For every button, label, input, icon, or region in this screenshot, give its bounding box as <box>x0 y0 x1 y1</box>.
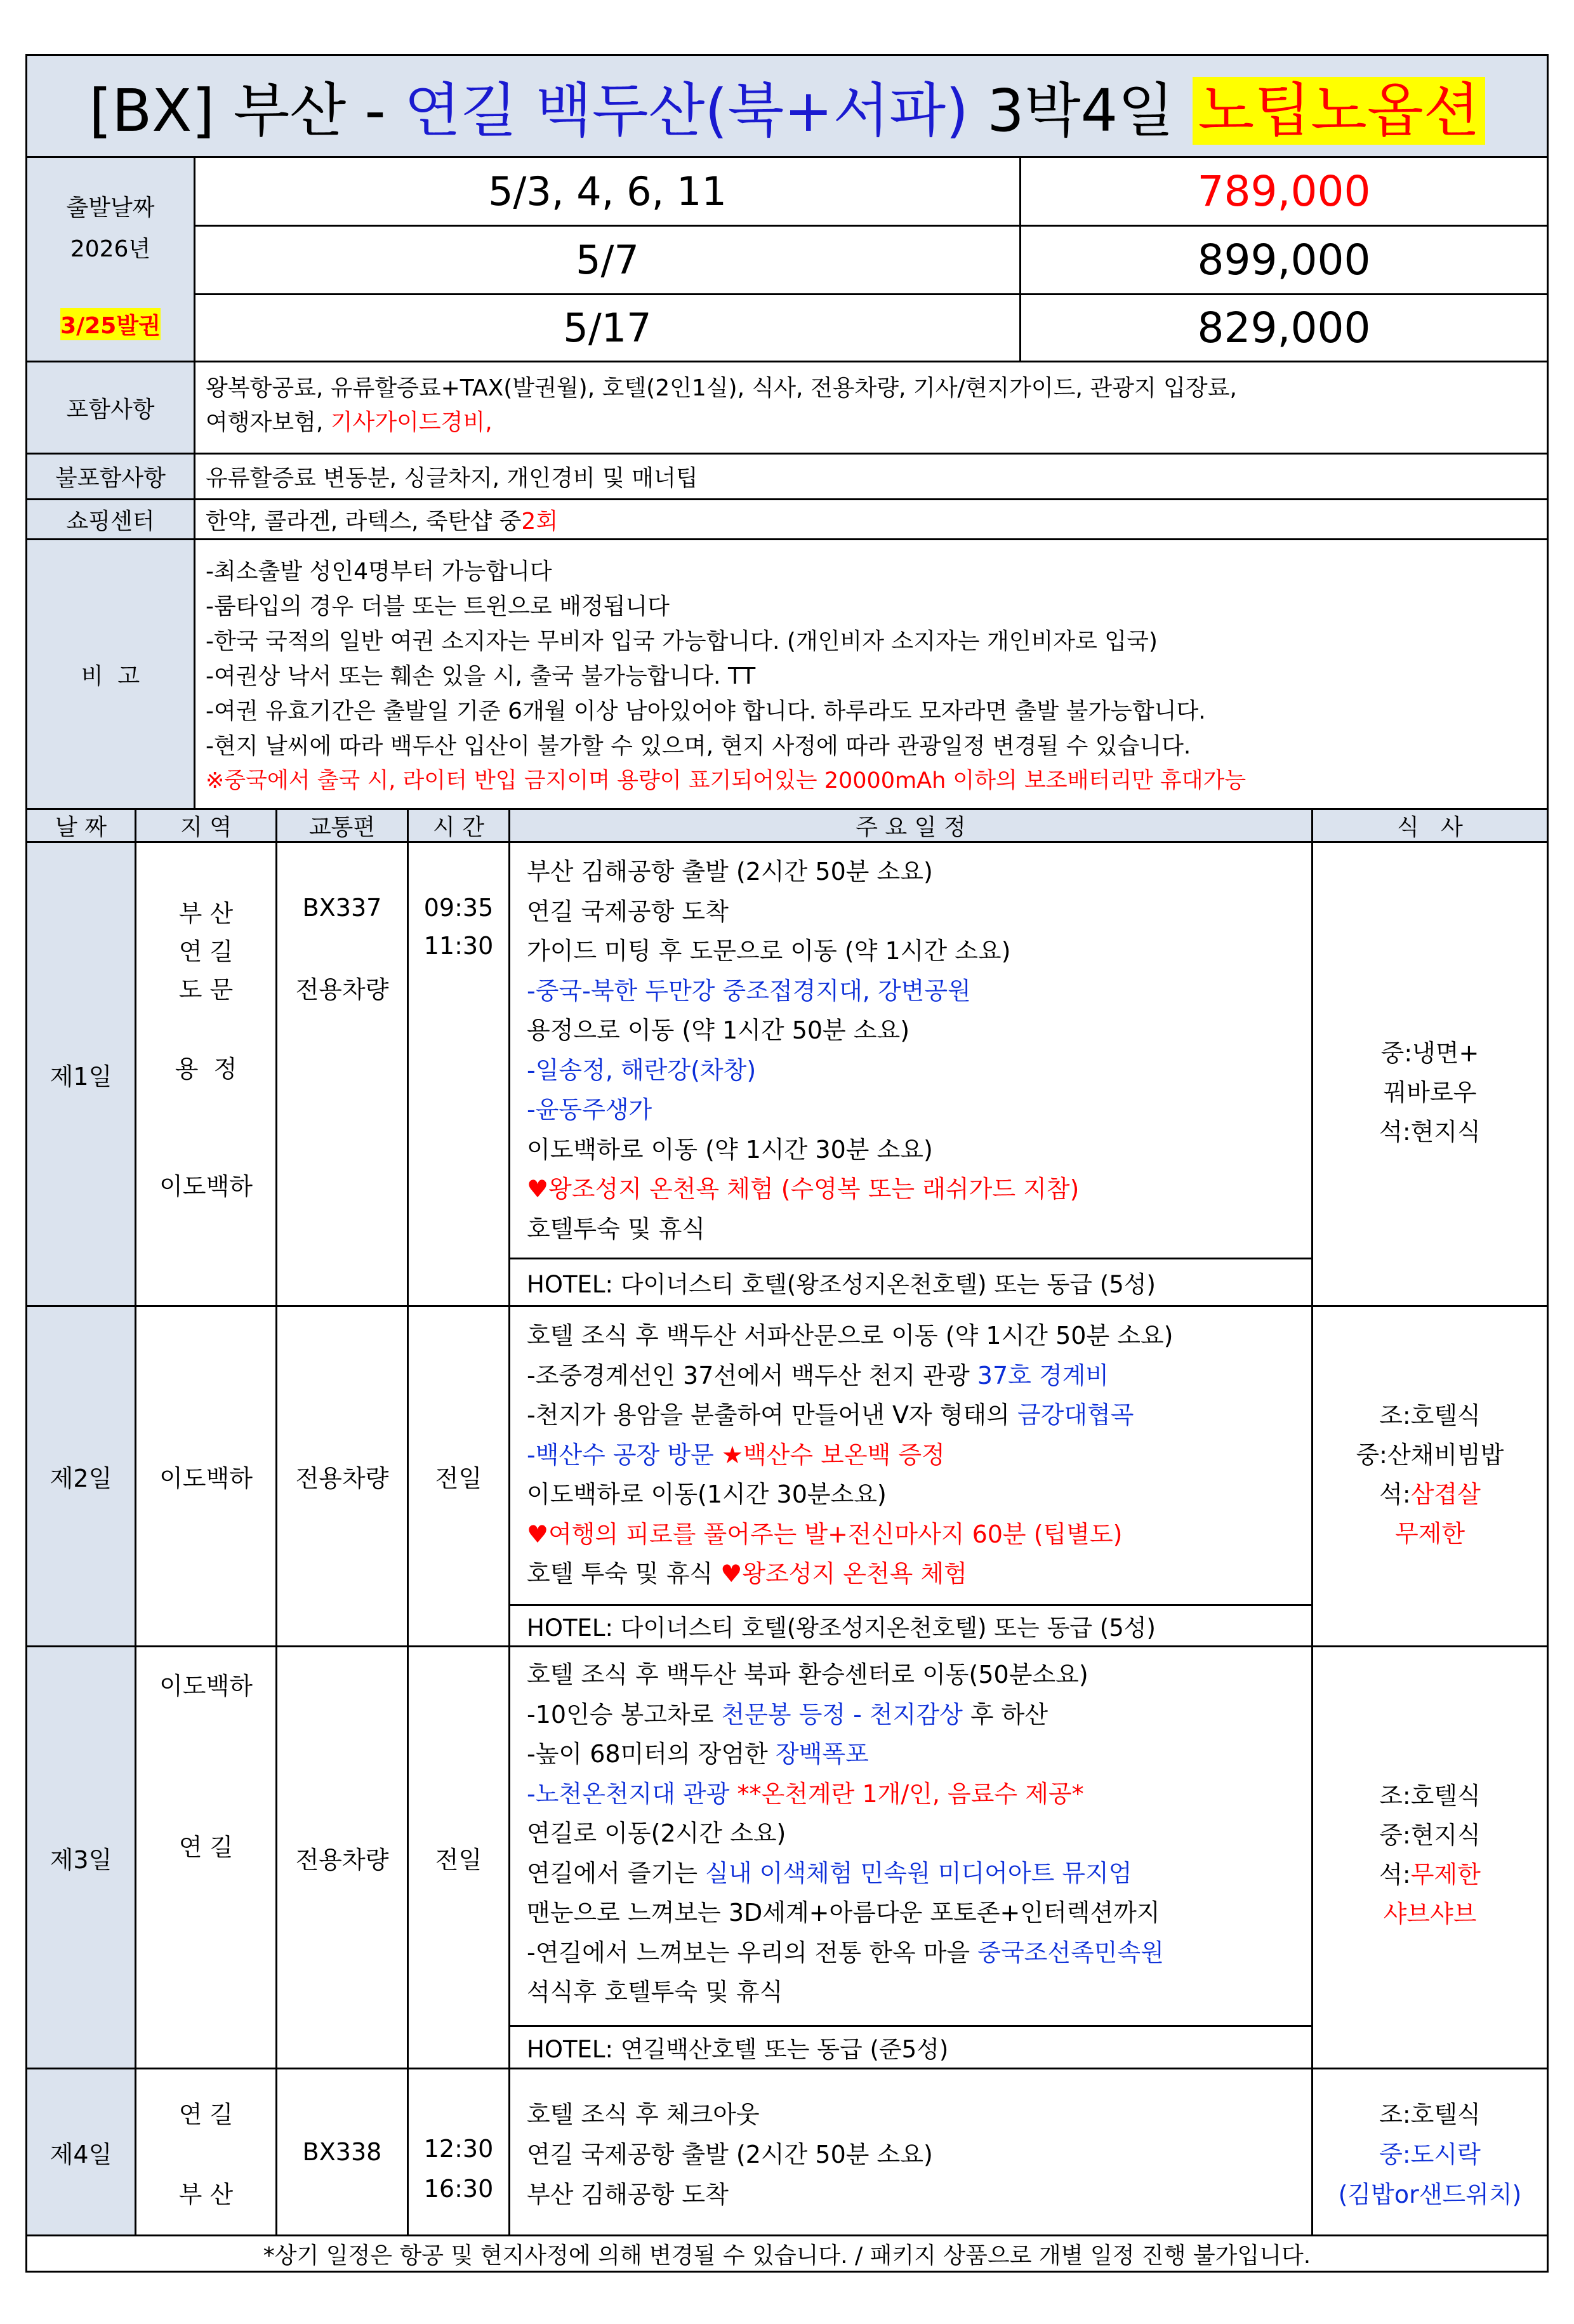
schedule-line: 호텔 투숙 및 휴식 <box>527 1560 721 1588</box>
schedule-line: 후 하산 <box>962 1700 1048 1729</box>
included-label-text: 포함사항 <box>66 396 155 423</box>
col-header-transport: 교통편 <box>275 808 409 843</box>
day1-schedule-cell <box>508 841 1313 1307</box>
time: 전일 <box>435 1845 482 1874</box>
remark-line: -여권 유효기간은 출발일 기준 6개월 이상 남아있어야 합니다. 하루라도 모자라면 출발 불가능합니다. <box>206 698 1206 724</box>
day4-time-cell <box>407 2068 510 2236</box>
schedule-line: 연길 국제공항 도착 <box>527 897 729 926</box>
day3-meal-cell <box>1311 1645 1549 2069</box>
flight-number: BX338 <box>302 2138 382 2166</box>
remark-line: -최소출발 성인4명부터 가능합니다 <box>206 559 552 585</box>
price-row <box>1019 293 1549 362</box>
region: 부 산 <box>178 2181 234 2208</box>
price-row <box>194 156 1021 227</box>
issue-date: 3/25발권 <box>60 308 161 340</box>
day2-schedule-cell <box>508 1305 1313 1647</box>
included-line: 왕복항공료, 유류할증료+TAX(발권월), 호텔(2인1실), 식사, 전용차량, 기사/현지가이드, 관광지 입장료, <box>206 375 1237 401</box>
schedule-line: -일송정, 해란강(차창) <box>527 1056 757 1084</box>
day1-transport-cell <box>275 841 409 1307</box>
schedule-line: 부산 김해공항 도착 <box>527 2181 729 2208</box>
price-row <box>194 225 1021 295</box>
vehicle: 전용차량 <box>295 1464 389 1492</box>
schedule-line: -중국-북한 두만강 중조접경지대, 강변공원 <box>527 976 971 1005</box>
day1-meal-cell <box>1311 841 1549 1307</box>
col-header-meal: 식 사 <box>1311 808 1549 843</box>
day2-transport-cell <box>275 1305 409 1647</box>
hotel-info: HOTEL: 다이너스티 호텔(왕조성지온천호텔) 또는 동급 (5성) <box>510 1258 1311 1305</box>
schedule-line: 이도백하로 이동 (약 1시간 30분 소요) <box>527 1135 933 1164</box>
schedule-line: -노천온천지대 관광 <box>527 1779 737 1808</box>
schedule-line: 연길에서 즐기는 <box>527 1859 706 1887</box>
schedule-line: 부산 김해공항 출발 (2시간 50분 소요) <box>527 858 933 886</box>
departure-year: 2026년 <box>70 236 151 262</box>
remark-line: -룸타입의 경우 더블 또는 트윈으로 배정됩니다 <box>206 594 670 620</box>
time: 11:30 <box>423 932 494 960</box>
flight-number: BX337 <box>302 894 382 922</box>
schedule-highlight: **온천계란 1개/인, 음료수 제공* <box>737 1779 1084 1808</box>
excluded-content <box>194 453 1549 500</box>
schedule-line: -높이 68미터의 장엄한 <box>527 1740 776 1768</box>
price-row <box>194 293 1021 362</box>
day4-schedule-cell <box>508 2068 1313 2236</box>
schedule-highlight: 37호 경계비 <box>977 1361 1109 1390</box>
heart-icon: ♥ <box>527 1175 549 1203</box>
day3-time-cell <box>407 1645 510 2069</box>
day3-region-cell <box>135 1645 277 2069</box>
heart-icon: ♥ <box>527 1520 549 1548</box>
schedule-line: 가이드 미팅 후 도문으로 이동 (약 1시간 소요) <box>527 937 1011 965</box>
day1-label: 제1일 <box>25 841 136 1307</box>
included-content <box>194 361 1549 455</box>
title-bar <box>25 54 1549 158</box>
schedule-line: -연길에서 느껴보는 우리의 전통 한옥 마을 <box>527 1938 978 1967</box>
schedule-highlight: 장백폭포 <box>775 1740 869 1768</box>
region: 연 길 <box>178 938 234 966</box>
col-header-time: 시 간 <box>407 808 510 843</box>
col-header-date: 날 짜 <box>25 808 136 843</box>
excluded-label-text: 불포함사항 <box>55 465 166 491</box>
schedule-highlight: 실내 이색체험 민속원 미디어아트 뮤지엄 <box>705 1859 1132 1887</box>
schedule-line: -천지가 용암을 분출하여 만들어낸 V자 형태의 <box>527 1401 1017 1429</box>
meal: 중:냉면+ <box>1380 1039 1479 1067</box>
included-line: 여행자보험, <box>206 409 331 435</box>
schedule-line: -백산수 공장 방문 <box>527 1440 722 1469</box>
excluded-label <box>25 453 195 500</box>
shopping-label-text: 쇼핑센터 <box>66 508 155 535</box>
schedule-highlight: 왕조성지 온천욕 체험 <box>742 1560 967 1588</box>
title-duration: 3박4일 <box>969 77 1193 145</box>
day3-transport-cell <box>275 1645 409 2069</box>
meal: 조:호텔식 <box>1379 1402 1481 1430</box>
schedule-line: -10인승 봉고차로 <box>527 1700 722 1729</box>
schedule-line: 왕조성지 온천욕 체험 (수영복 또는 래쉬가드 지참) <box>548 1175 1080 1203</box>
time: 09:35 <box>423 894 494 922</box>
schedule-line: 이도백하로 이동(1시간 30분소요) <box>527 1480 887 1508</box>
title-badge: 노팁노옵션 <box>1193 77 1485 145</box>
price-value: 829,000 <box>1197 303 1371 352</box>
schedule-line: 석식후 호텔투숙 및 휴식 <box>527 1978 783 2006</box>
departure-dates: 5/7 <box>576 237 639 283</box>
meal: 조:호텔식 <box>1379 1782 1481 1810</box>
vehicle: 전용차량 <box>295 976 389 1004</box>
meal: 석: <box>1379 1480 1411 1508</box>
remark-warning: ※중국에서 출국 시, 라이터 반입 금지이며 용량이 표기되어있는 20000mAh 이하의 보조배터리만 휴대가능 <box>206 768 1247 793</box>
region: 부 산 <box>178 900 234 927</box>
meal-highlight: 중:도시락 <box>1379 2141 1481 2168</box>
meal-highlight: 샤브샤브 <box>1383 1900 1477 1928</box>
meal-highlight: 무제한 <box>1410 1861 1481 1889</box>
included-label <box>25 361 195 455</box>
remarks-content <box>194 538 1549 810</box>
price-row <box>1019 156 1549 227</box>
region: 연 길 <box>178 1833 234 1861</box>
region: 이도백하 <box>159 1464 253 1492</box>
meal-highlight: 무제한 <box>1394 1520 1465 1548</box>
region: 이도백하 <box>159 1672 253 1700</box>
day3-label: 제3일 <box>25 1645 136 2069</box>
time: 16:30 <box>423 2175 494 2203</box>
day4-transport-cell <box>275 2068 409 2236</box>
day2-time-cell <box>407 1305 510 1647</box>
schedule-line: 연길 국제공항 출발 (2시간 50분 소요) <box>527 2141 933 2168</box>
schedule-line: -윤동주생가 <box>527 1096 652 1124</box>
meal: 중:산채비빔밥 <box>1356 1441 1504 1469</box>
region: 이도백하 <box>159 1172 253 1200</box>
schedule-line: 맨눈으로 느껴보는 3D세계+아름다운 포토존+인터렉션까지 <box>527 1899 1160 1927</box>
schedule-highlight: 금강대협곡 <box>1017 1401 1134 1429</box>
included-highlight: 기사가이드경비, <box>330 409 493 435</box>
day3-schedule-cell <box>508 1645 1313 2069</box>
price-value: 789,000 <box>1197 167 1371 216</box>
departure-dates: 5/3, 4, 6, 11 <box>488 168 727 215</box>
time: 전일 <box>435 1464 482 1492</box>
time: 12:30 <box>423 2135 494 2163</box>
schedule-highlight: ★백산수 보온백 증정 <box>721 1440 945 1469</box>
region: 연 길 <box>178 2101 234 2128</box>
heart-icon: ♥ <box>720 1560 743 1588</box>
remarks-label-text: 비 고 <box>81 663 140 689</box>
schedule-line: 호텔 조식 후 체크아웃 <box>527 2101 760 2128</box>
shopping-label <box>25 498 195 540</box>
remark-line: -여권상 낙서 또는 훼손 있을 시, 출국 불가능합니다. TT <box>206 663 756 689</box>
shopping-count: 2회 <box>521 508 559 535</box>
remark-line: -현지 날씨에 따라 백두산 입산이 불가할 수 있으며, 현지 사정에 따라 관광일정 변경될 수 있습니다. <box>206 733 1191 759</box>
col-header-region: 지 역 <box>135 808 277 843</box>
title-prefix: [BX] 부산 - <box>89 77 404 145</box>
day1-time-cell <box>407 841 510 1307</box>
day4-meal-cell <box>1311 2068 1549 2236</box>
price-row <box>1019 225 1549 295</box>
meal: 꿔바로우 <box>1383 1079 1477 1106</box>
col-header-schedule: 주 요 일 정 <box>508 808 1313 843</box>
day2-region-cell <box>135 1305 277 1647</box>
departure-label: 출발날짜 <box>66 195 155 221</box>
schedule-line: 호텔투숙 및 휴식 <box>527 1214 706 1243</box>
day4-label: 제4일 <box>25 2068 136 2236</box>
shopping-content <box>194 498 1549 540</box>
meal: 석: <box>1379 1861 1411 1889</box>
remarks-label <box>25 538 195 810</box>
excluded-text: 유류할증료 변동분, 싱글차지, 개인경비 및 매너팁 <box>206 465 698 491</box>
schedule-line: -조중경계선인 37선에서 백두산 천지 관광 <box>527 1361 977 1390</box>
price-value: 899,000 <box>1197 236 1371 284</box>
meal: 조:호텔식 <box>1379 2101 1481 2128</box>
shopping-text: 한약, 콜라겐, 라텍스, 죽탄샵 중 <box>206 508 522 535</box>
schedule-highlight: 천문봉 등정 - 천지감상 <box>721 1700 963 1729</box>
meal: 중:현지식 <box>1379 1821 1481 1849</box>
meal-highlight: (김밥or샌드위치) <box>1338 2181 1522 2208</box>
footer-note: *상기 일정은 항공 및 현지사정에 의해 변경될 수 있습니다. / 패키지 상품으로 개별 일정 진행 불가입니다. <box>25 2234 1549 2273</box>
vehicle: 전용차량 <box>295 1845 389 1874</box>
day2-label: 제2일 <box>25 1305 136 1647</box>
schedule-line: 호텔 조식 후 백두산 북파 환승센터로 이동(50분소요) <box>527 1661 1088 1689</box>
day1-region-cell <box>135 841 277 1307</box>
region: 용 정 <box>175 1055 237 1083</box>
title-destination: 연길 백두산(북+서파) <box>404 77 969 145</box>
departure-label-cell <box>25 156 195 362</box>
schedule-line: 호텔 조식 후 백두산 서파산문으로 이동 (약 1시간 50분 소요) <box>527 1322 1174 1350</box>
remark-line: -한국 국적의 일반 여권 소지자는 무비자 입국 가능합니다. (개인비자 소지자는 개인비자로 입국) <box>206 628 1158 654</box>
region: 도 문 <box>178 976 234 1004</box>
meal-highlight: 삼겹살 <box>1410 1480 1481 1508</box>
hotel-info: HOTEL: 연길백산호텔 또는 동급 (준5성) <box>510 2025 1311 2068</box>
schedule-line: 여행의 피로를 풀어주는 발+전신마사지 60분 (팁별도) <box>548 1520 1123 1548</box>
schedule-highlight: 중국조선족민속원 <box>977 1938 1164 1967</box>
hotel-info: HOTEL: 다이너스티 호텔(왕조성지온천호텔) 또는 동급 (5성) <box>510 1604 1311 1645</box>
departure-dates: 5/17 <box>563 305 652 351</box>
day4-region-cell <box>135 2068 277 2236</box>
day2-meal-cell <box>1311 1305 1549 1647</box>
schedule-line: 연길로 이동(2시간 소요) <box>527 1819 786 1847</box>
meal: 석:현지식 <box>1379 1118 1481 1146</box>
schedule-line: 용정으로 이동 (약 1시간 50분 소요) <box>527 1016 910 1044</box>
